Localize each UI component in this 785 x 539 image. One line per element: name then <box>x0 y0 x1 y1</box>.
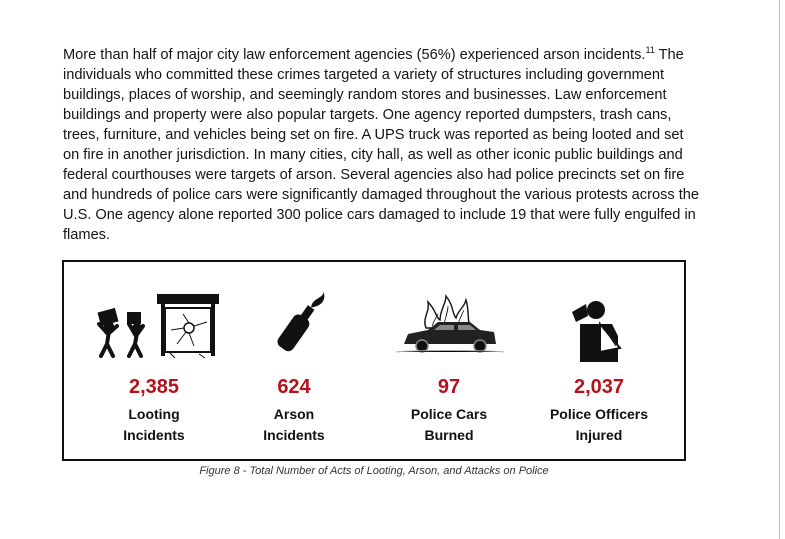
officers-injured-count: 2,037 <box>573 376 625 398</box>
figure-caption: Figure 8 - Total Number of Acts of Looting, Arson, and Attacks on Police <box>199 465 549 477</box>
looting-label-line1: Looting <box>128 406 180 422</box>
arson-label-line1: Arson <box>273 406 315 422</box>
police-cars-label-line2: Burned <box>424 427 474 443</box>
arson-count: 624 <box>277 376 311 398</box>
burning-car-icon <box>374 292 524 362</box>
injured-officer-icon <box>524 292 674 362</box>
arson-label-line2: Incidents <box>263 427 325 443</box>
paragraph-lead: More than half of major city law enforcement agencies (56%) experienced arson incidents. <box>63 47 646 63</box>
footnote-marker[interactable]: 11 <box>645 45 655 55</box>
looting-count: 2,385 <box>128 376 180 398</box>
figure-8-box <box>62 260 686 461</box>
officers-injured-label <box>524 404 674 446</box>
officers-injured-label-line1: Police Officers <box>549 406 649 422</box>
police-cars-label <box>374 404 524 446</box>
body-paragraph <box>63 45 703 245</box>
police-cars-label-line1: Police Cars <box>410 406 488 422</box>
officers-injured-label-line2: Injured <box>575 427 623 443</box>
molotov-icon <box>219 292 369 362</box>
looting-label-line2: Incidents <box>123 427 185 443</box>
arson-label <box>219 404 369 446</box>
looting-icon <box>79 292 229 362</box>
police-cars-count: 97 <box>437 376 461 398</box>
page-edge-divider <box>779 0 780 539</box>
paragraph-body: The individuals who committed these crimes targeted a variety of structures including government buildings, places of worship, and seemingly random stores and businesses. Law enforcement buildings and property were also popular targets. One agency reported dumpsters, trash cans, trees, furniture, and vehicles being set on fire. A UPS truck was reported as being looted and set on fire in another jurisdiction. In many cities, city hall, as well as other iconic public buildings and federal courthouses were targets of arson. Several agencies also had police precincts set on fire and hundreds of police cars were significantly damaged throughout the various protests across the U.S. One agency alone reported 300 police cars damaged to include 19 that were fully engulfed in flames. <box>63 47 700 243</box>
looting-label <box>79 404 229 446</box>
